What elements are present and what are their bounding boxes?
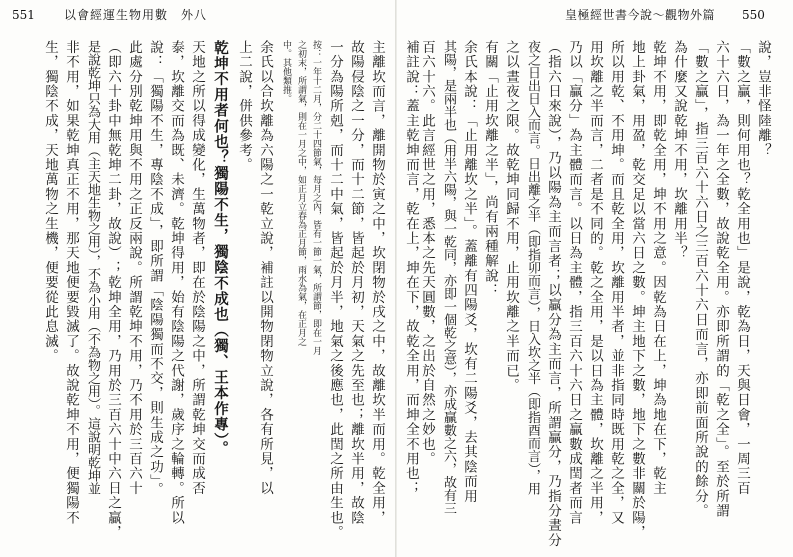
left-text-column: 此處分別乾坤用與不用之正反兩說。所謂乾坤不用，乃不用於三百六十: [126, 40, 142, 496]
right-running-title: 皇極經世書今說～觀物外篇: [565, 8, 716, 22]
right-text-column: （指六日來說），乃以陽為主而言者；以贏分為主而言，所謂贏分，乃指分晝分: [545, 40, 561, 548]
left-page-number: 551: [12, 8, 35, 22]
left-text-column: 故陽侵陰之一分，而十二節，皆起於月初，天氣之先至也；離坎半用，故陰: [348, 40, 364, 526]
right-text-column: 為什麼又說乾坤不用，坎離用半？: [671, 40, 687, 261]
left-note-column: 按：一年十二月，分二十四節氣，每月之內，皆有一節一氣，所謂節，即在一月: [311, 40, 321, 355]
right-text-column: 所以用乾、不用坤。而且乾全用，坎離用半者，並非指同時既用乾之全，又: [608, 40, 624, 526]
left-text-column: 生，獨陰不成，天地萬物之生機，便要從此息滅。: [42, 40, 58, 364]
left-text-column: （即六十卦中無乾坤二卦，故說）；乾坤全用，乃用於三百六十中六日之贏，: [105, 40, 121, 540]
right-text-column: 夜之日出日入而言。日出離之半（即指卯而言），日入坎之半（即指酉而言），用: [525, 40, 540, 495]
left-text-column: 泰，坎離交而為既、未濟。乾坤得用，始有陰陽之代謝，歲序之輪轉。所以: [168, 40, 184, 526]
left-note-column: 之初末，所謂氣，則在一月之中，如正月立春為正月節，雨水為氣，在正月之: [296, 40, 306, 346]
right-text-column: 百六十六。此言經世之用，悉本之先天圓數，之出於自然之妙也。: [419, 40, 435, 467]
left-note-column: 中。其他類推。: [281, 40, 291, 103]
right-text-column: 「數之贏，則何用也？乾全用也」是說，乾為日，天與日會，一周三百: [734, 40, 750, 496]
right-text-column: 六十六日，為一年之全數，故說乾全用。亦即所謂的「乾之全」。至於所謂: [713, 40, 729, 519]
right-text-column: 補註說：蓋主乾坤而言，乾在上，坤在下，故乾全用，而坤全不用也；: [403, 40, 419, 496]
right-text-column: 地上卦氣，用盈，乾交足以當六日之數。坤主地下之數，地下之數非關於陽，: [629, 40, 645, 540]
right-text-column: 乾坤不用，即乾全用，坤不用之意。因乾為日在上，坤為地在下，乾主: [650, 40, 666, 496]
left-text-column: 天地之所以得成變化，生萬物者，即在於陰陽之中，所謂乾坤交而成否: [189, 40, 205, 496]
right-page-number: 550: [742, 8, 765, 22]
left-text-column: 非不用，如果乾坤真正不用，那天地便要毀滅了。故說乾坤不用，便獨陽不: [63, 40, 79, 526]
right-text-column: 之以晝夜之限。故乾坤同歸不用，止用坎離之半而已。: [503, 40, 519, 393]
left-text-column: 一分為陽所剋，而十二中氣，皆起於月半，地氣之後應也，此閏之所由生也。: [327, 40, 343, 540]
left-text-column: 余氏以合坎離為六陽之一乾立說，補註以開物閉物立說，各有所見，以: [257, 40, 273, 496]
left-heading-column: 乾坤不用者何也？獨陽不生，獨陰不成也（獨、王本作專）。: [212, 40, 229, 457]
right-text-column: 用坎離之半而言，二者是不同的。乾之全用，是以日為主體，坎離之半用，: [587, 40, 603, 526]
right-text-column: 有關「止用坎離之半」，尚有兩種解說：: [482, 40, 498, 298]
right-text-column: 「數之贏」，指三百六十六日之三百六十六日而言，亦即前面所說的餘分。: [692, 40, 708, 519]
book-spine: [395, 0, 397, 557]
right-text-column: 其陽，是兩半也（用半六陽，與一乾同，亦即一個乾之意），亦成贏數之六，故有三: [441, 40, 456, 515]
left-text-column: 說：「獨陽不生，專陰不成」，即所謂「陰陽獨而不交，則生成之功」。: [147, 40, 163, 497]
right-text-column: 余氏本說：「止用離坎之半」。蓋離有四陽爻，坎有二陽爻，去其陰而用: [461, 40, 477, 504]
right-text-column: 乃以「贏分」為主體而言。以日為主體，指三百六十六日之贏數成閏者而言: [566, 40, 582, 526]
left-text-column: 是說乾坤只為大用（主天地生物之用），不為小用（不為物之用）。這說明乾坤並: [85, 40, 100, 495]
left-text-column: 上二說，併供參考。: [236, 40, 252, 173]
left-running-title: 以會經運生物用數 外八: [64, 8, 208, 22]
left-text-column: 主離坎而言，離開物於寅之中，坎閉物於戌之中，故離坎半而用。乾全用，: [369, 40, 385, 526]
right-text-column: 說，豈非怪陸離？: [755, 40, 771, 158]
